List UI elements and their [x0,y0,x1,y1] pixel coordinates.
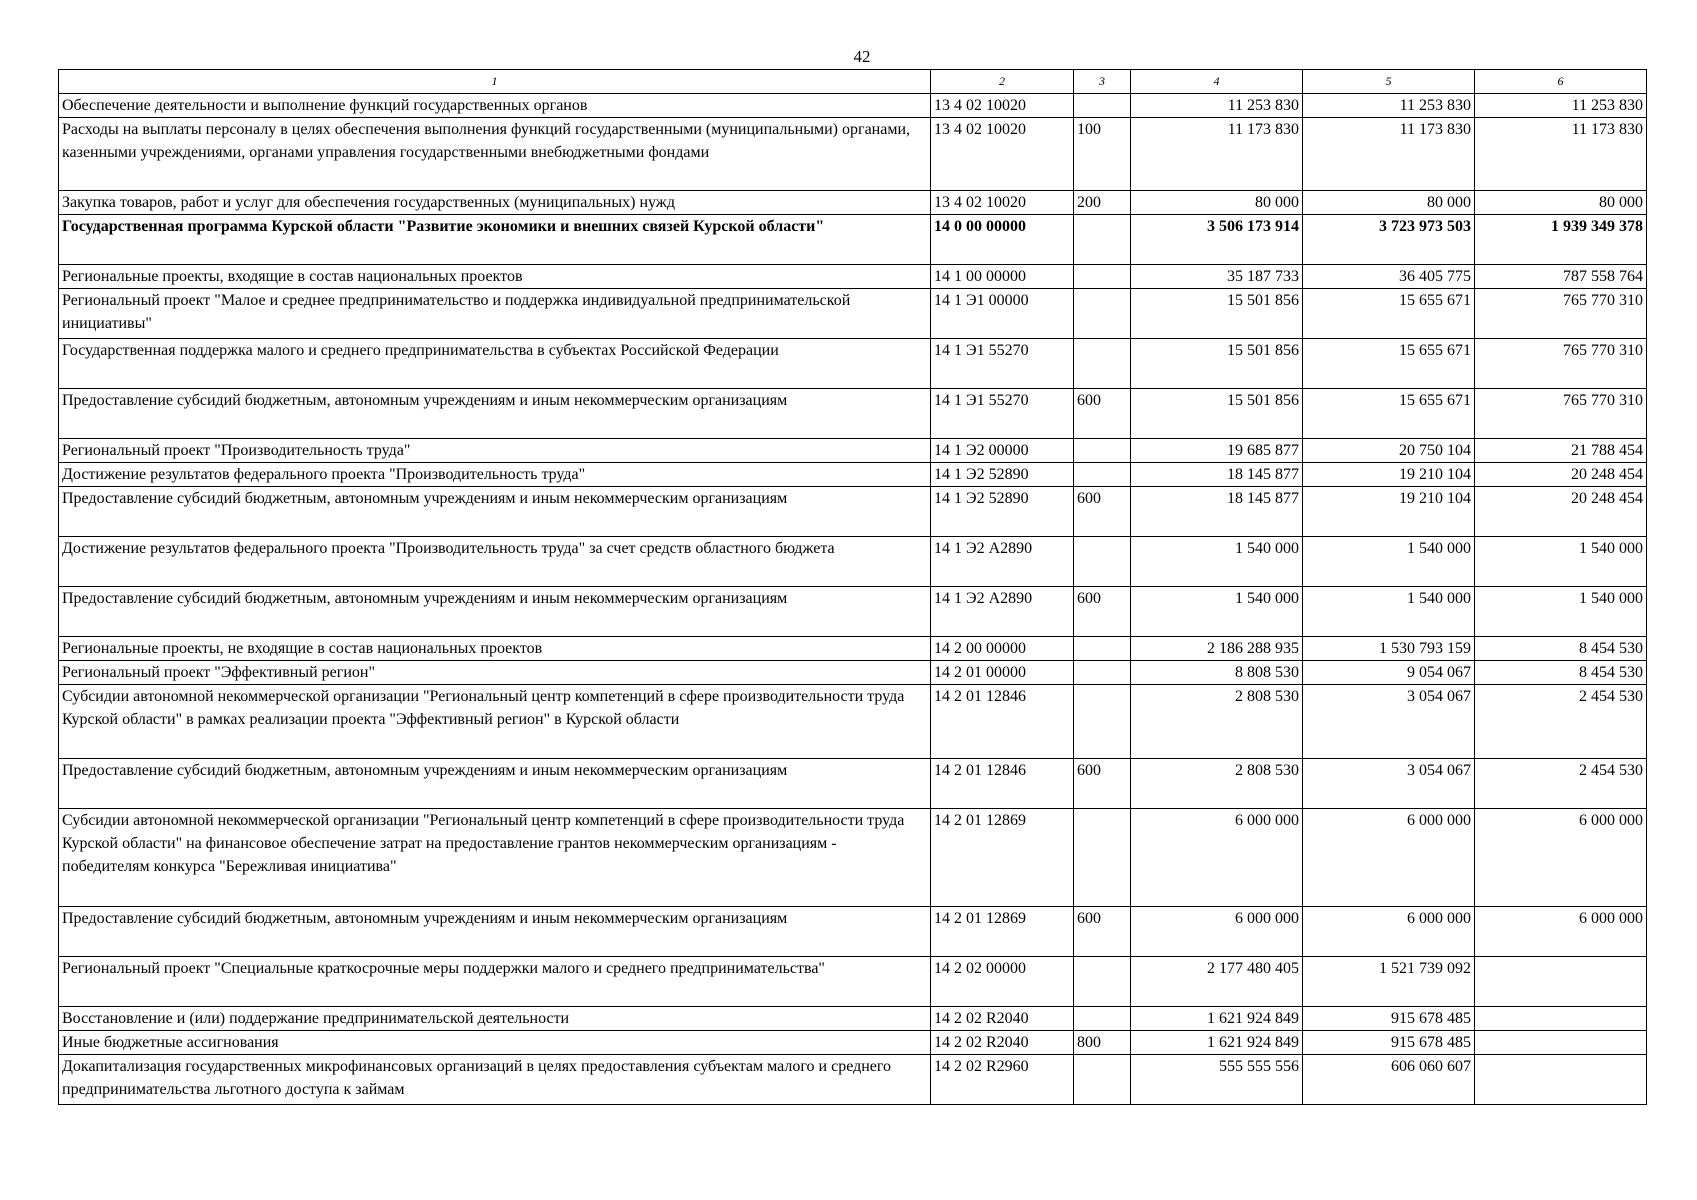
row-type-cell [1074,463,1131,487]
row-code-cell: 14 2 01 12846 [931,685,1074,759]
row-type-cell [1074,289,1131,339]
row-type-cell: 600 [1074,907,1131,957]
row-value-cell: 21 788 454 [1475,439,1647,463]
row-name-cell: Достижение результатов федерального проекта "Производительность труда" [59,463,931,487]
row-value-cell: 6 000 000 [1303,907,1475,957]
table-row [59,265,1647,289]
row-name-cell: Предоставление субсидий бюджетным, автономным учреждениям и иным некоммерческим организациям [59,759,931,809]
row-value-cell: 15 655 671 [1303,389,1475,439]
row-name-cell: Субсидии автономной некоммерческой организации "Региональный центр компетенций в сфере производительности труда Курской области" в рамках реализации проекта "Эффективный регион" в Курской области [59,685,931,759]
table-row [59,661,1647,685]
row-type-cell: 100 [1074,118,1131,191]
row-name-cell: Региональный проект "Производительность труда" [59,439,931,463]
column-header: 4 [1131,70,1303,94]
row-name-cell: Закупка товаров, работ и услуг для обеспечения государственных (муниципальных) нужд [59,191,931,215]
row-code-cell: 14 2 02 R2040 [931,1031,1074,1055]
table-row [59,487,1647,537]
row-value-cell: 787 558 764 [1475,265,1647,289]
row-name-cell: Обеспечение деятельности и выполнение функций государственных органов [59,94,931,118]
row-name-cell: Расходы на выплаты персоналу в целях обеспечения выполнения функций государственными (муниципальными) органами, казенными учреждениями, органами управления государственными внебюджетными фондами [59,118,931,191]
table-row [59,685,1647,759]
row-code-cell: 14 2 02 00000 [931,957,1074,1007]
row-code-cell: 14 1 Э1 00000 [931,289,1074,339]
row-value-cell: 1 621 924 849 [1131,1031,1303,1055]
row-value-cell: 9 054 067 [1303,661,1475,685]
row-value-cell: 19 210 104 [1303,463,1475,487]
row-value-cell: 11 173 830 [1131,118,1303,191]
row-name-cell: Предоставление субсидий бюджетным, автономным учреждениям и иным некоммерческим организациям [59,907,931,957]
row-value-cell: 6 000 000 [1303,809,1475,907]
row-value-cell: 11 173 830 [1303,118,1475,191]
row-value-cell: 1 521 739 092 [1303,957,1475,1007]
row-code-cell: 14 2 01 12846 [931,759,1074,809]
row-type-cell: 600 [1074,587,1131,637]
table-row [59,809,1647,907]
row-value-cell [1475,1031,1647,1055]
row-value-cell: 15 655 671 [1303,339,1475,389]
row-type-cell [1074,809,1131,907]
table-body [59,94,1647,1105]
row-value-cell: 20 248 454 [1475,487,1647,537]
row-type-cell [1074,1007,1131,1031]
row-value-cell: 18 145 877 [1131,463,1303,487]
row-value-cell: 606 060 607 [1303,1055,1475,1105]
row-value-cell: 1 540 000 [1475,587,1647,637]
row-value-cell: 8 454 530 [1475,661,1647,685]
column-header: 5 [1303,70,1475,94]
row-value-cell: 80 000 [1131,191,1303,215]
row-code-cell: 14 1 Э2 52890 [931,487,1074,537]
row-code-cell: 14 1 Э2 А2890 [931,587,1074,637]
column-header: 3 [1074,70,1131,94]
row-value-cell: 11 173 830 [1475,118,1647,191]
row-name-cell: Предоставление субсидий бюджетным, автономным учреждениям и иным некоммерческим организациям [59,587,931,637]
row-value-cell: 80 000 [1475,191,1647,215]
row-value-cell: 1 540 000 [1131,587,1303,637]
table-row [59,587,1647,637]
row-value-cell: 1 540 000 [1303,537,1475,587]
row-value-cell: 20 750 104 [1303,439,1475,463]
row-type-cell: 200 [1074,191,1131,215]
row-code-cell: 14 2 01 12869 [931,809,1074,907]
row-value-cell: 1 540 000 [1475,537,1647,587]
row-value-cell: 15 655 671 [1303,289,1475,339]
row-code-cell: 14 2 02 R2960 [931,1055,1074,1105]
row-type-cell [1074,94,1131,118]
row-code-cell: 13 4 02 10020 [931,94,1074,118]
row-value-cell: 35 187 733 [1131,265,1303,289]
row-value-cell: 2 177 480 405 [1131,957,1303,1007]
row-code-cell: 14 1 00 00000 [931,265,1074,289]
row-value-cell: 6 000 000 [1475,907,1647,957]
row-value-cell: 18 145 877 [1131,487,1303,537]
row-value-cell: 15 501 856 [1131,339,1303,389]
row-value-cell: 2 454 530 [1475,759,1647,809]
row-value-cell: 915 678 485 [1303,1031,1475,1055]
row-name-cell: Предоставление субсидий бюджетным, автономным учреждениям и иным некоммерческим организациям [59,389,931,439]
row-type-cell [1074,537,1131,587]
row-type-cell: 800 [1074,1031,1131,1055]
row-name-cell: Региональный проект "Малое и среднее предпринимательство и поддержка индивидуальной предпринимательской инициативы" [59,289,931,339]
row-value-cell: 8 454 530 [1475,637,1647,661]
row-value-cell: 765 770 310 [1475,289,1647,339]
row-code-cell: 14 1 Э2 00000 [931,439,1074,463]
table-row [59,637,1647,661]
row-type-cell [1074,215,1131,265]
row-name-cell: Государственная программа Курской области "Развитие экономики и внешних связей Курской области" [59,215,931,265]
table-row [59,759,1647,809]
row-value-cell: 20 248 454 [1475,463,1647,487]
row-code-cell: 14 0 00 00000 [931,215,1074,265]
table-row [59,439,1647,463]
row-type-cell [1074,339,1131,389]
row-name-cell: Региональные проекты, не входящие в состав национальных проектов [59,637,931,661]
row-name-cell: Региональные проекты, входящие в состав национальных проектов [59,265,931,289]
row-code-cell: 14 2 01 00000 [931,661,1074,685]
row-value-cell: 80 000 [1303,191,1475,215]
row-type-cell [1074,661,1131,685]
row-code-cell: 14 2 01 12869 [931,907,1074,957]
table-row [59,191,1647,215]
row-type-cell [1074,685,1131,759]
table-row [59,1031,1647,1055]
row-value-cell: 765 770 310 [1475,339,1647,389]
row-value-cell: 1 939 349 378 [1475,215,1647,265]
row-value-cell: 3 054 067 [1303,759,1475,809]
row-name-cell: Региональный проект "Эффективный регион" [59,661,931,685]
row-type-cell [1074,957,1131,1007]
row-code-cell: 14 2 02 R2040 [931,1007,1074,1031]
row-name-cell: Предоставление субсидий бюджетным, автономным учреждениям и иным некоммерческим организациям [59,487,931,537]
row-value-cell [1475,957,1647,1007]
table-row [59,389,1647,439]
row-value-cell: 11 253 830 [1475,94,1647,118]
table-row [59,1055,1647,1105]
table-row [59,1007,1647,1031]
table-row [59,289,1647,339]
row-name-cell: Субсидии автономной некоммерческой организации "Региональный центр компетенций в сфере производительности труда Курской области" на финансовое обеспечение затрат на предоставление грантов некоммерческим организациям - победителям конкурса "Бережливая инициатива" [59,809,931,907]
table-row [59,215,1647,265]
row-value-cell: 2 808 530 [1131,759,1303,809]
row-type-cell [1074,637,1131,661]
row-type-cell: 600 [1074,487,1131,537]
row-value-cell: 11 253 830 [1303,94,1475,118]
row-name-cell: Государственная поддержка малого и среднего предпринимательства в субъектах Российской Федерации [59,339,931,389]
row-value-cell: 2 808 530 [1131,685,1303,759]
row-value-cell: 765 770 310 [1475,389,1647,439]
budget-table [58,69,1647,1105]
row-code-cell: 13 4 02 10020 [931,191,1074,215]
row-code-cell: 14 1 Э1 55270 [931,389,1074,439]
row-name-cell: Докапитализация государственных микрофинансовых организаций в целях предоставления субъектам малого и среднего предпринимательства льготного доступа к займам [59,1055,931,1105]
row-name-cell: Восстановление и (или) поддержание предпринимательской деятельности [59,1007,931,1031]
column-header: 6 [1475,70,1647,94]
row-type-cell: 600 [1074,759,1131,809]
row-name-cell: Региональный проект "Специальные краткосрочные меры поддержки малого и среднего предпринимательства" [59,957,931,1007]
row-value-cell: 3 506 173 914 [1131,215,1303,265]
row-value-cell: 8 808 530 [1131,661,1303,685]
row-value-cell: 6 000 000 [1131,809,1303,907]
row-name-cell: Достижение результатов федерального проекта "Производительность труда" за счет средств областного бюджета [59,537,931,587]
row-code-cell: 13 4 02 10020 [931,118,1074,191]
row-value-cell: 36 405 775 [1303,265,1475,289]
row-value-cell: 555 555 556 [1131,1055,1303,1105]
row-value-cell: 1 540 000 [1303,587,1475,637]
row-code-cell: 14 2 00 00000 [931,637,1074,661]
row-value-cell: 19 685 877 [1131,439,1303,463]
page-number: 42 [853,47,871,66]
row-value-cell: 2 454 530 [1475,685,1647,759]
row-type-cell: 600 [1074,389,1131,439]
row-value-cell: 11 253 830 [1131,94,1303,118]
row-type-cell [1074,265,1131,289]
row-value-cell: 915 678 485 [1303,1007,1475,1031]
row-value-cell [1475,1007,1647,1031]
table-row [59,537,1647,587]
row-value-cell: 2 186 288 935 [1131,637,1303,661]
row-code-cell: 14 1 Э2 52890 [931,463,1074,487]
row-value-cell: 6 000 000 [1131,907,1303,957]
row-value-cell: 1 540 000 [1131,537,1303,587]
row-value-cell: 19 210 104 [1303,487,1475,537]
table-row [59,907,1647,957]
row-value-cell: 15 501 856 [1131,289,1303,339]
row-code-cell: 14 1 Э1 55270 [931,339,1074,389]
table-header-row [59,70,1647,94]
table-row [59,463,1647,487]
table-row [59,118,1647,191]
row-value-cell: 3 723 973 503 [1303,215,1475,265]
row-name-cell: Иные бюджетные ассигнования [59,1031,931,1055]
row-value-cell: 15 501 856 [1131,389,1303,439]
row-value-cell: 6 000 000 [1475,809,1647,907]
row-type-cell [1074,1055,1131,1105]
row-value-cell: 3 054 067 [1303,685,1475,759]
row-value-cell [1475,1055,1647,1105]
row-code-cell: 14 1 Э2 А2890 [931,537,1074,587]
table-row [59,339,1647,389]
row-type-cell [1074,439,1131,463]
row-value-cell: 1 530 793 159 [1303,637,1475,661]
column-header: 1 [59,70,931,94]
table-row [59,94,1647,118]
row-value-cell: 1 621 924 849 [1131,1007,1303,1031]
table-row [59,957,1647,1007]
column-header: 2 [931,70,1074,94]
